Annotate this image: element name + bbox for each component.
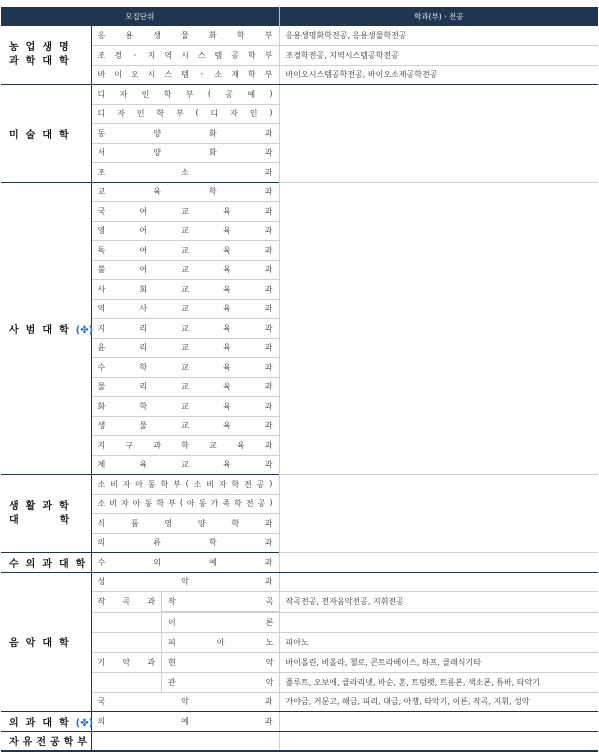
unit-cell [91,436,279,456]
sub-unit-label: 작 곡 [168,596,274,606]
major-cell-empty [279,572,598,592]
group-label: 작 곡 과 [97,597,155,606]
unit-cell-empty [91,731,279,751]
unit-label: 교 육 학 과 [97,187,273,197]
sub-unit-label: 현 악 [168,657,274,667]
unit-label: 물 리 교 육 과 [97,382,273,392]
sub-unit-cell [162,673,280,692]
header-major: 학과(부)ㆍ전공 [279,7,598,26]
unit-cell [91,221,279,241]
unit-label: 영 어 교 육 과 [97,226,273,236]
major-cell-empty [279,85,598,183]
unit-label: 국 어 교 육 과 [97,206,273,216]
sub-unit-label: 이 론 [168,617,274,627]
sub-unit-label: 관 악 [168,677,274,687]
college-med-label: 의과대학 [9,717,76,729]
unit-cell [91,26,279,46]
unit-label: 독 어 교 육 과 [97,245,273,255]
unit-label: 성 악 과 [97,577,273,587]
unit-cell [91,358,279,378]
unit-label: 지 구 과 학 교 육 과 [97,440,273,450]
college-life [1,475,91,553]
major-cell-empty [279,475,598,553]
sub-unit-cell [162,653,280,672]
major-cell: 피아노 [279,632,598,652]
unit-cell [91,280,279,300]
college-edu-label: 사범대학 [9,324,76,336]
major-cell: 바이오시스템공학전공, 바이오소재공학전공 [279,65,598,85]
nested-unit-table [92,653,280,672]
unit-cell [91,319,279,339]
unit-cell [91,104,279,124]
sub-unit-cell [162,613,280,632]
plus-mark: (✤) [75,324,94,336]
college-agri-line2: 과학대학 [9,56,76,67]
major-cell: 가야금, 거문고, 해금, 피리, 대금, 아쟁, 타악기, 이론, 작곡, 지휘, 성악 [279,692,598,712]
unit-label: 의 예 과 [97,716,273,726]
nested-unit-table [92,673,280,692]
major-cell: 플루트, 오보에, 클라리넷, 바순, 혼, 트럼펫, 트롬본, 색소폰, 튜바, 타악기 [279,672,598,692]
group-cell-empty [92,613,162,632]
unit-label: 수 의 예 과 [97,557,273,567]
major-cell: 조경학전공, 지역시스템공학전공 [279,46,598,66]
unit-label: 소 비 자 아 동 학 부 ( 아 동 가 족 학 전 공 ) [97,498,273,509]
unit-cell [91,533,279,553]
sub-unit-cell [162,633,280,652]
major-cell-empty [279,612,598,632]
unit-cell [91,85,279,105]
unit-cell [91,143,279,163]
unit-label: 디 자 인 학 부 ( 디 자 인 ) [97,108,273,119]
table-header-row [1,7,598,26]
unit-cell [91,182,279,202]
unit-cell [91,572,279,592]
unit-label: 사 회 교 육 과 [97,284,273,294]
unit-label: 식 품 영 양 학 과 [97,518,273,528]
college-agri-line1: 농업생명 [9,42,76,53]
nested-unit-table [92,592,280,612]
unit-cell [91,260,279,280]
unit-cell [91,124,279,144]
unit-cell [91,377,279,397]
unit-label: 조 소 과 [97,167,273,177]
major-cell-empty [279,553,598,573]
unit-label: 응 용 생 물 화 학 부 [97,31,273,40]
college-life-line2: 대 학 [9,514,77,526]
unit-label: 바 이 오 시 스 템 ㆍ 소 재 학 부 [97,70,273,80]
plus-mark: (✤) [75,717,94,729]
unit-cell [91,494,279,514]
unit-label: 역 사 교 육 과 [97,304,273,314]
college-edu [1,182,94,475]
unit-cell [91,712,279,732]
unit-label: 수 학 교 육 과 [97,362,273,372]
unit-label: 지 리 교 육 과 [97,323,273,333]
college-art: 미술대학 [1,85,91,183]
unit-cell [91,397,279,417]
college-med [1,712,94,732]
college-vet: 수의과대학 [1,553,91,573]
unit-label: 의 류 학 과 [97,538,273,548]
major-cell: 작곡전공, 전자음악전공, 지휘전공 [279,592,598,613]
nested-unit-table [92,613,280,632]
college-life-line1: 생활과학 [9,500,76,512]
unit-cell [91,338,279,358]
major-cell: 응용생명화학전공, 응용생물학전공 [279,26,598,46]
unit-label: 불 어 교 육 과 [97,265,273,275]
unit-label: 화 학 교 육 과 [97,401,273,411]
group-cell-empty [92,633,162,652]
unit-label: 동 양 화 과 [97,128,273,138]
unit-cell-nested [91,612,279,632]
college-music: 음악대학 [1,572,91,712]
unit-cell [91,299,279,319]
unit-label: 체 육 교 육 과 [97,460,273,470]
unit-label: 생 물 교 육 과 [97,421,273,431]
group-cell [92,653,162,672]
group-cell [92,592,162,611]
unit-cell-nested [91,652,279,672]
admission-units-table [1,7,598,752]
unit-cell-nested [91,592,279,613]
major-cell-empty [279,182,598,475]
group-label: 기 악 과 [97,657,155,667]
unit-cell [91,692,279,712]
unit-cell [91,46,279,66]
unit-label: 서 양 화 과 [97,148,273,158]
unit-cell [91,455,279,475]
unit-cell [91,514,279,534]
sub-unit-cell [162,592,280,611]
nested-unit-table [92,633,280,652]
unit-cell-nested [91,632,279,652]
unit-cell [91,241,279,261]
unit-cell [91,202,279,222]
unit-cell-nested [91,672,279,692]
unit-label: 윤 리 교 육 과 [97,343,273,353]
college-agri [1,26,91,85]
unit-label: 소 비 자 아 동 학 부 ( 소 비 자 학 전 공 ) [97,478,273,489]
major-cell: 바이올린, 비올라, 첼로, 콘트라베이스, 하프, 클래식기타 [279,652,598,672]
unit-label: 국 악 과 [97,697,273,707]
unit-cell [91,553,279,573]
unit-label: 디 자 인 학 부 ( 공 예 ) [97,88,273,99]
college-free: 자유전공학부 [1,731,91,751]
sub-unit-label: 피 아 노 [168,637,274,647]
unit-label: 조 경 ㆍ 지 역 시 스 템 공 학 부 [97,50,273,60]
header-unit: 모집단위 [1,7,279,26]
group-cell-empty [92,673,162,692]
unit-cell [91,65,279,85]
unit-cell [91,475,279,495]
major-cell-empty [279,712,598,732]
major-cell-empty [279,731,598,751]
unit-cell [91,163,279,183]
unit-cell [91,416,279,436]
